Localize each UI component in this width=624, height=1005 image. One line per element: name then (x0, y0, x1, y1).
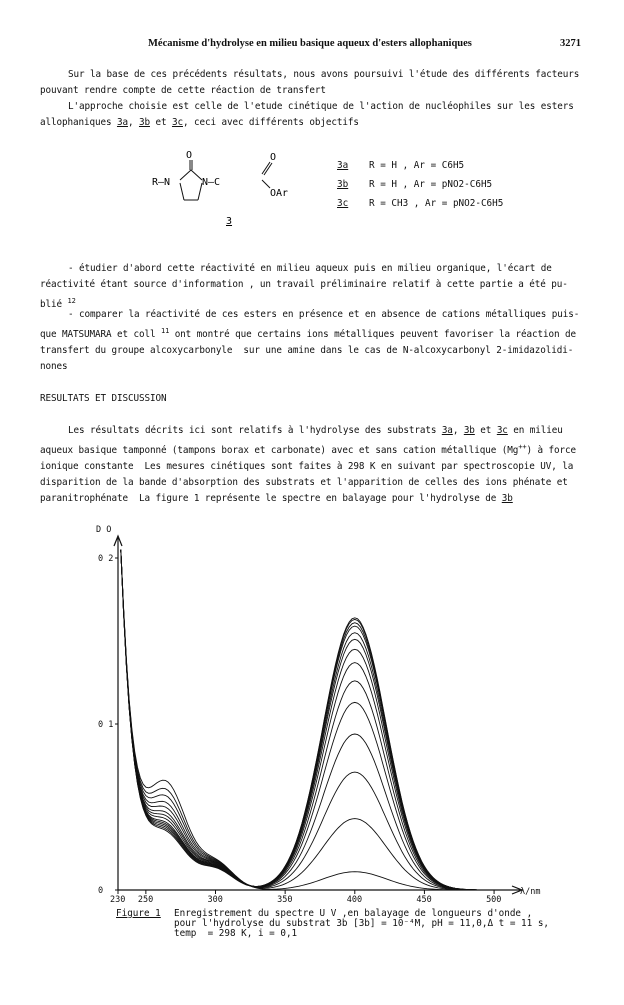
x-tick-label: 400 (346, 895, 363, 905)
substituent-row: 3c R = CH3 , Ar = pNO2-C6H5 (337, 198, 504, 209)
caption-line: temp = 298 K, i = 0,1 (174, 928, 298, 939)
y-tick-label: 0 (98, 886, 104, 896)
x-tick-label: 250 (137, 895, 154, 905)
oar-label: OAr (270, 188, 289, 199)
figure-caption (116, 909, 549, 939)
x-tick-label: 230 (110, 895, 126, 905)
compound-number: 3 (226, 216, 233, 227)
x-axis-label: λ/nm (520, 887, 541, 897)
y-tick-label: 0 1 (98, 720, 114, 730)
x-tick-label: 350 (277, 895, 293, 905)
substituent-row: 3a R = H , Ar = C6H5 (337, 160, 465, 171)
substituent-table (337, 156, 503, 213)
n-carbon-label: N–C (202, 177, 221, 188)
x-tick-label: 300 (207, 895, 223, 905)
figure-label: Figure 1 (116, 908, 161, 919)
x-tick-label: 450 (416, 895, 432, 905)
running-title: Mécanisme d'hydrolyse en milieu basique aqueux d'esters allophaniques (148, 38, 472, 49)
results-paragraph: Les résultats décrits ici sont relatifs à l'hydrolyse des substrats 3a, 3b et 3c en milieu aqueux basique tamponné (tampons borax et carbonate) avec et sans cation métallique (Mg++) à force ionique constante Les mesures cinétiques sont faites à 298 K en suivant par spectroscopie UV, la disparition de la bande d'absorption des substrats et l'apparition de celles des ions phénate et paranitrophénate La figure 1 représente le spectre en balayage pour l'hydrolyse de 3b (40, 425, 582, 505)
caption-line: Enregistrement du spectre U V ,en balayage de longueurs d'onde , (174, 908, 533, 919)
caption-line: pour l'hydrolyse du substrat 3b [3b] = 10⁻⁴M, pH = 11,0,Δ t = 11 s, (174, 918, 550, 929)
intro-paragraph-1: Sur la base de ces précédents résultats, nous avons poursuivi l'étude des différents facteurs pouvant rendre compte de cette réaction de transfert (40, 69, 585, 96)
objective-1: - étudier d'abord cette réactivité en milieu aqueux puis en milieu organique, l'écart de réactivité étant source d'information , un travail préliminaire relatif à cette partie a été pu- blié $^{12}$ (40, 263, 574, 311)
uv-spectrum-chart (80, 518, 550, 908)
structure-diagram (150, 148, 310, 228)
page-number: 3271 (560, 38, 581, 49)
y-axis-label: D O (96, 525, 112, 535)
carbonyl-oxygen-ester: O (270, 152, 277, 163)
carbonyl-oxygen-ring: O (186, 150, 193, 161)
objective-2: - comparer la réactivité de ces esters en présence et en absence de cations métalliques puis- que MATSUMARA et coll $^{11}$ ont montré que certains ions métalliques peuvent favoriser la réaction de transfert du groupe alcoxycarbonyle sur une amine dans le cas de N-alcoxycarbonyl 2-imidazolidi- nones (40, 309, 585, 373)
section-title: RESULTATS ET DISCUSSION (40, 393, 167, 404)
substituent-row: 3b R = H , Ar = pNO2-C6H5 (337, 179, 493, 190)
intro-paragraph-2: L'approche choisie est celle de l'etude cinétique de l'action de nucléophiles sur les esters allophaniques 3a, 3b et 3c, ceci avec différents objectifs (40, 101, 580, 128)
y-tick-label: 0 2 (98, 554, 114, 564)
r-nitrogen-label: R–N (152, 177, 171, 188)
x-tick-label: 500 (486, 895, 502, 905)
